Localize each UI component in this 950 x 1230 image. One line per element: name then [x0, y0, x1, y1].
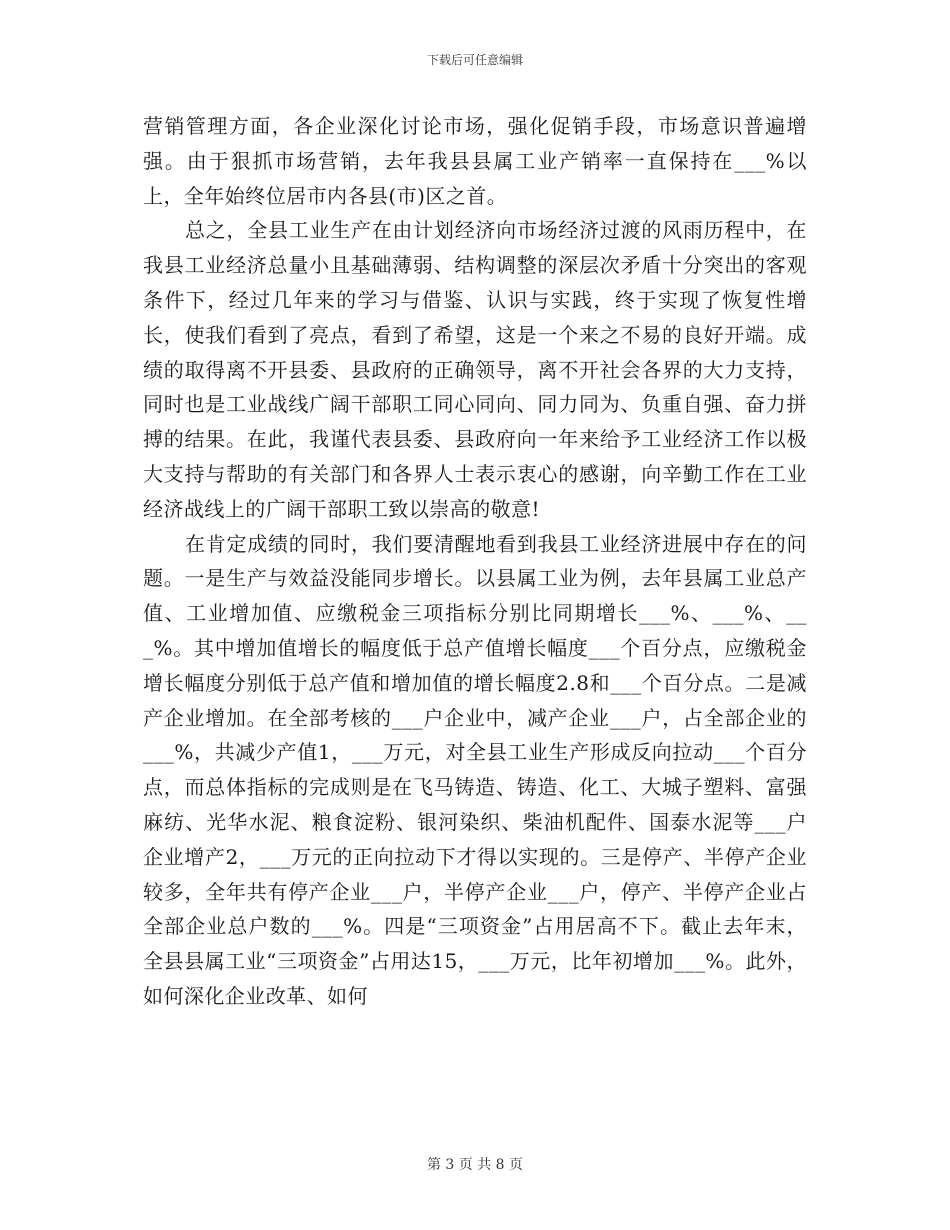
paragraph-marketing: 营销管理方面，各企业深化讨论市场，强化促销手段，市场意识普遍增强。由于狠抓市场营销，去年我县县属工业产销率一直保持在___%以上，全年始终位居市内各县(市)区之首。 — [143, 114, 807, 208]
paragraph-summary: 总之，全县工业生产在由计划经济向市场经济过渡的风雨历程中，在我县工业经济总量小且基础薄弱、结构调整的深层次矛盾十分突出的客观条件下，经过几年来的学习与借鉴、认识与实践，终于实现了恢复性增长，使我们看到了亮点，看到了希望，这是一个来之不易的良好开端。成绩的取得离不开县委、县政府的正确领导，离不开社会各界的大力支持，同时也是工业战线广阔干部职工同心同向、同力同为、负重自强、奋力拼搏的结果。在此，我谨代表县委、县政府向一年来给予工业经济工作以极大支持与帮助的有关部门和各界人士表示衷心的感谢，向辛勤工作在工业经济战线上的广阔干部职工致以崇高的敬意! — [143, 218, 807, 521]
page-number: 第 3 页 共 8 页 — [426, 1157, 524, 1173]
paragraph-problems: 在肯定成绩的同时，我们要清醒地看到我县工业经济进展中存在的问题。一是生产与效益没能同步增长。以县属工业为例，去年县属工业总产值、工业增加值、应缴税金三项指标分别比同期增长___%、___%、___%。其中增加值增长的幅度低于总产值增长幅度___个百分点，应缴税金增长幅度分别低于总产值和增加值的增长幅度2.8和___个百分点。二是减产企业增加。在全部考核的___户企业中，减产企业___户，占全部企业的___%，共减少产值1，___万元，对全县工业生产形成反向拉动___个百分点，而总体指标的完成则是在飞马铸造、铸造、化工、大城子塑料、富强麻纺、光华水泥、粮食淀粉、银河染织、柴油机配件、国泰水泥等___户企业增产2，___万元的正向拉动下才得以实现的。三是停产、半停产企业较多，全年共有停产企业___户，半停产企业___户，停产、半停产企业占全部企业总户数的___%。四是“三项资金”占用居高不下。截止去年末，全县县属工业“三项资金”占用达15，___万元，比年初增加___%。此外，如何深化企业改革、如何 — [143, 531, 807, 1008]
page-header-note: 下载后可任意编辑 — [426, 53, 523, 67]
document-body — [143, 109, 807, 1014]
